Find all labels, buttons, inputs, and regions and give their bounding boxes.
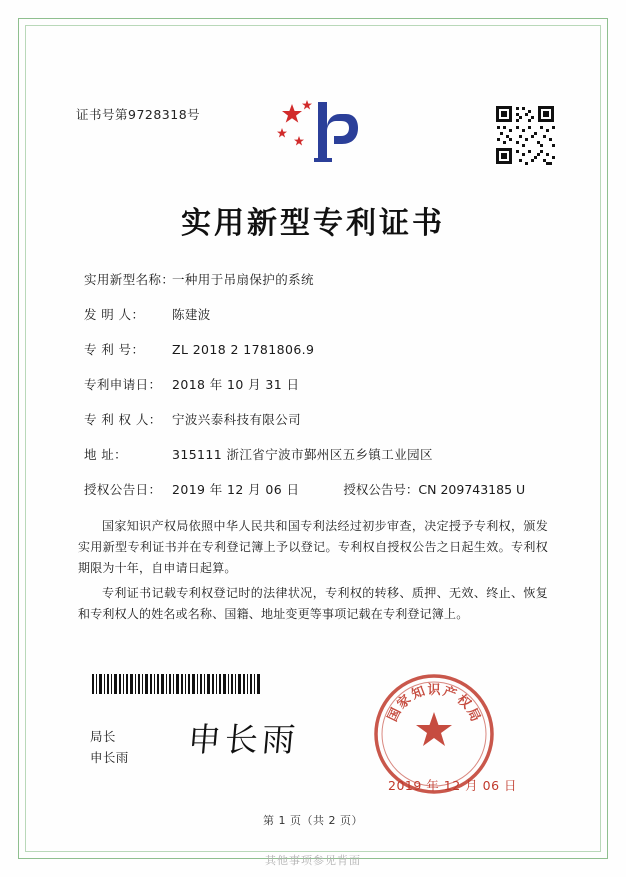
field-row-filing-date xyxy=(84,377,554,393)
field-value-patentee: 宁波兴泰科技有限公司 xyxy=(172,412,302,427)
seal-date: 2019 年 12 月 06 日 xyxy=(388,778,517,793)
field-value-grant-date: 2019 年 12 月 06 日 xyxy=(172,482,300,497)
field-label-patent-number: 专 利 号： xyxy=(84,342,145,357)
field-value-inventor: 陈建波 xyxy=(172,307,211,322)
field-row-inventor xyxy=(84,307,554,323)
svg-text:产: 产 xyxy=(440,684,459,703)
qr-code xyxy=(494,104,556,166)
legal-paragraph-1: 国家知识产权局依照中华人民共和国专利法经过初步审查，决定授予专利权，颁发实用新型专利证书并在专利登记簿上予以登记。专利权自授权公告之日起生效。专利权期限为十年，自申请日起算。 xyxy=(78,519,548,575)
field-row-address xyxy=(84,447,554,463)
handwritten-signature: 申长雨 xyxy=(186,720,301,759)
field-label-address: 地 址： xyxy=(84,447,128,462)
svg-text:识: 识 xyxy=(427,683,441,698)
field-row-patent-number xyxy=(84,342,554,358)
certificate-number: 证书号第9728318号 xyxy=(76,107,201,122)
svg-text:国: 国 xyxy=(385,705,405,725)
page-footer: 第 1 页（共 2 页） xyxy=(263,814,363,827)
page-title: 实用新型专利证书 xyxy=(181,206,445,241)
svg-text:局: 局 xyxy=(463,705,483,725)
signature-role-block xyxy=(90,726,129,768)
field-value-patent-number: ZL 2018 2 1781806.9 xyxy=(172,342,315,357)
field-value-address: 315111 浙江省宁波市鄞州区五乡镇工业园区 xyxy=(172,447,433,462)
field-label-grant-number: 授权公告号： xyxy=(343,482,419,497)
field-label-utility-model-name: 实用新型名称： xyxy=(84,272,175,287)
legal-paragraph-2: 专利证书记载专利权登记时的法律状况，专利权的转移、质押、无效、终止、恢复和专利权人的姓名或名称、国籍、地址变更等事项记载在专利登记簿上。 xyxy=(78,586,548,621)
field-row-grant-announcement xyxy=(84,482,554,498)
field-label-filing-date: 专利申请日： xyxy=(84,377,162,392)
signature-role-title: 局长 xyxy=(90,729,116,744)
field-value-grant-number: CN 209743185 U xyxy=(418,482,526,497)
svg-text:知: 知 xyxy=(409,684,428,703)
legal-body-text xyxy=(78,516,548,629)
signature-role-name: 申长雨 xyxy=(90,750,129,765)
barcode xyxy=(92,674,260,694)
cnipa-logo-icon xyxy=(274,98,360,164)
field-row-patentee xyxy=(84,412,554,428)
field-label-patentee: 专 利 权 人： xyxy=(84,412,162,427)
field-row-name xyxy=(84,272,554,288)
svg-text:家: 家 xyxy=(394,692,415,713)
back-side-note: 其他事项参见背面 xyxy=(265,854,361,867)
field-list xyxy=(84,272,554,517)
field-label-grant-date: 授权公告日： xyxy=(84,482,162,497)
svg-text:权: 权 xyxy=(453,692,474,713)
field-label-inventor: 发 明 人： xyxy=(84,307,145,322)
field-value-filing-date: 2018 年 10 月 31 日 xyxy=(172,377,300,392)
field-value-utility-model-name: 一种用于吊扇保护的系统 xyxy=(172,272,314,287)
